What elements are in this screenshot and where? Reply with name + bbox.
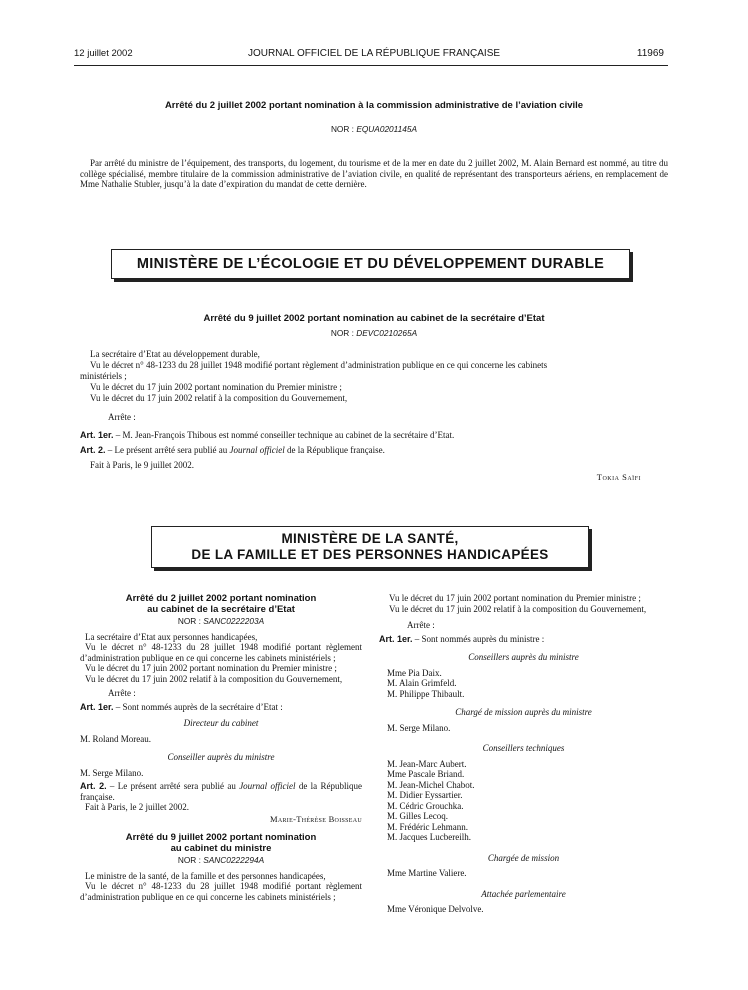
right-group1 [379,668,668,700]
section4-p2: Vu le décret n° 48-1233 du 28 juillet 1948 modifié portant règlement d’administration publique en ce qui concerne les cabinets ministériels ; [80,881,362,902]
section1-title: Arrêté du 2 juillet 2002 portant nomination à la commission administrative de l’aviation civile [164,100,584,111]
right-article1: Art. 1er. – Sont nommés auprès du ministre : [379,633,545,644]
right-group2 [379,723,668,734]
right-p1: Vu le décret du 17 juin 2002 portant nomination du Premier ministre ; [389,593,641,603]
list-item: Mme Martine Valiere. [387,868,467,878]
page-number: 11969 [636,48,664,59]
section3-title: Arrêté du 2 juillet 2002 portant nomination au cabinet de la secrétaire d’Etat [125,593,317,615]
list-item: M. Philippe Thibault. [387,688,465,699]
section3-article1: Art. 1er. – Sont nommés auprès de la secrétaire d’Etat : [80,701,283,712]
right-group4 [379,868,668,879]
section4-nor: NOR : SANC0222294A [177,855,265,865]
list-item: Mme Pia Daix. [387,667,442,678]
section2-title: Arrêté du 9 juillet 2002 portant nomination au cabinet de la secrétaire d’Etat [203,313,545,324]
section3-fait: Fait à Paris, le 2 juillet 2002. [85,802,189,812]
ministry-ecologie-heading: MINISTÈRE DE L’ÉCOLOGIE ET DU DÉVELOPPEMENT DURABLE [111,249,630,279]
section3-name-moreau: M. Roland Moreau. [80,733,151,744]
list-item: M. Alain Grimfeld. [387,678,457,688]
right-p2: Vu le décret du 17 juin 2002 relatif à la composition du Gouvernement, [389,603,647,614]
section2-line3: ministériels ; [80,371,127,381]
right-arrete: Arrête : [407,620,435,630]
section2-arrete: Arrête : [108,412,136,422]
list-item: M. Frédéric Lehmann. [387,821,468,832]
list-item: M. Jean-Michel Chabot. [387,779,475,790]
section3-heading-conseiller: Conseiller auprès du ministre [167,752,275,762]
section2-line4: Vu le décret du 17 juin 2002 portant nomination du Premier ministre ; [90,382,342,392]
section2-nor-value: DEVC0210265A [356,328,418,338]
section2-nor: NOR : DEVC0210265A [330,328,418,338]
page-header [0,48,748,66]
section1-body: Par arrêté du ministre de l’équipement, des transports, du logement, du tourisme et de la mer en date du 2 juillet 2002, M. Alain Bernard est nommé, au titre du collège spécialisé, membre titulaire de la commission administrative de l’aviation civile, en qualité de représentant des transporteurs aériens, en remplacement de Mme Nathalie Stubler, jusqu’à la date d’expiration du mandat de cette dernière. [80,158,668,189]
section3-name-milano: M. Serge Milano. [80,767,144,778]
section2-signature: Tokia Saïfi [596,472,641,482]
section3-p1: La secrétaire d’Etat aux personnes handicapées, [85,631,258,642]
list-item: M. Didier Eyssartier. [387,790,463,800]
journal-title: JOURNAL OFFICIEL DE LA RÉPUBLIQUE FRANÇAISE [247,48,501,59]
right-group3 [379,759,668,843]
section2-fait: Fait à Paris, le 9 juillet 2002. [90,460,194,470]
section2-line5: Vu le décret du 17 juin 2002 relatif à la composition du Gouvernement, [90,393,348,403]
list-item: M. Jean-Marc Aubert. [387,758,467,769]
section1-nor-value: EQUA0201145A [356,124,418,134]
list-item: M. Gilles Lecoq. [387,811,448,821]
list-item: M. Cédric Grouchka. [387,800,464,811]
section1-nor: NOR : EQUA0201145A [330,124,418,134]
section2-line1: La secrétaire d’Etat au développement durable, [90,349,260,359]
list-item: M. Jacques Lucbereilh. [387,832,471,842]
ministry-sante-heading: MINISTÈRE DE LA SANTÉ, DE LA FAMILLE ET DES PERSONNES HANDICAPÉES [151,526,589,568]
right-heading-attachee: Attachée parlementaire [481,888,566,899]
section3-p3: Vu le décret du 17 juin 2002 portant nomination du Premier ministre ; [85,663,337,673]
section4-title: Arrêté du 9 juillet 2002 portant nomination au cabinet du ministre [125,832,317,854]
section3-article2: Art. 2. – Le présent arrêté sera publié au Journal officiel de la République française. [80,781,362,802]
right-heading-conseillers-techniques: Conseillers techniques [482,743,565,753]
right-column [379,593,668,915]
section3-p2: Vu le décret n° 48-1233 du 28 juillet 1948 modifié portant règlement d’administration publique en ce qui concerne les cabinets ministériels ; [80,642,362,663]
section2-line2: Vu le décret n° 48-1233 du 28 juillet 1948 modifié portant règlement d’administration publique en ce qui concerne les cabinets [90,360,548,370]
section3-arrete: Arrête : [108,688,136,698]
section3-heading-directeur: Directeur du cabinet [183,718,259,728]
section2-article1: Art. 1er. – M. Jean-François Thibous est nommé conseiller technique au cabinet de la secrétaire d’Etat. [80,430,455,440]
right-heading-chargee-mission: Chargée de mission [487,852,560,863]
section3-p4: Vu le décret du 17 juin 2002 relatif à la composition du Gouvernement, [85,673,343,684]
right-heading-charge-mission: Chargé de mission auprès du ministre [455,707,592,717]
section3-nor: NOR : SANC0222203A [177,616,265,626]
right-group5 [379,904,668,915]
list-item: Mme Véronique Delvolve. [387,904,484,914]
header-date: 12 juillet 2002 [74,48,133,59]
section3-signature: Marie-Thérèse Boisseau [270,813,362,824]
section4-p1: Le ministre de la santé, de la famille et des personnes handicapées, [85,870,326,881]
right-heading-conseillers: Conseillers auprès du ministre [468,652,579,662]
section2-article2: Art. 2. – Le présent arrêté sera publié au Journal officiel de la République française. [80,445,385,455]
header-rule [74,65,668,66]
list-item: Mme Pascale Briand. [387,769,465,779]
list-item: M. Serge Milano. [387,722,451,733]
left-column [80,593,362,902]
